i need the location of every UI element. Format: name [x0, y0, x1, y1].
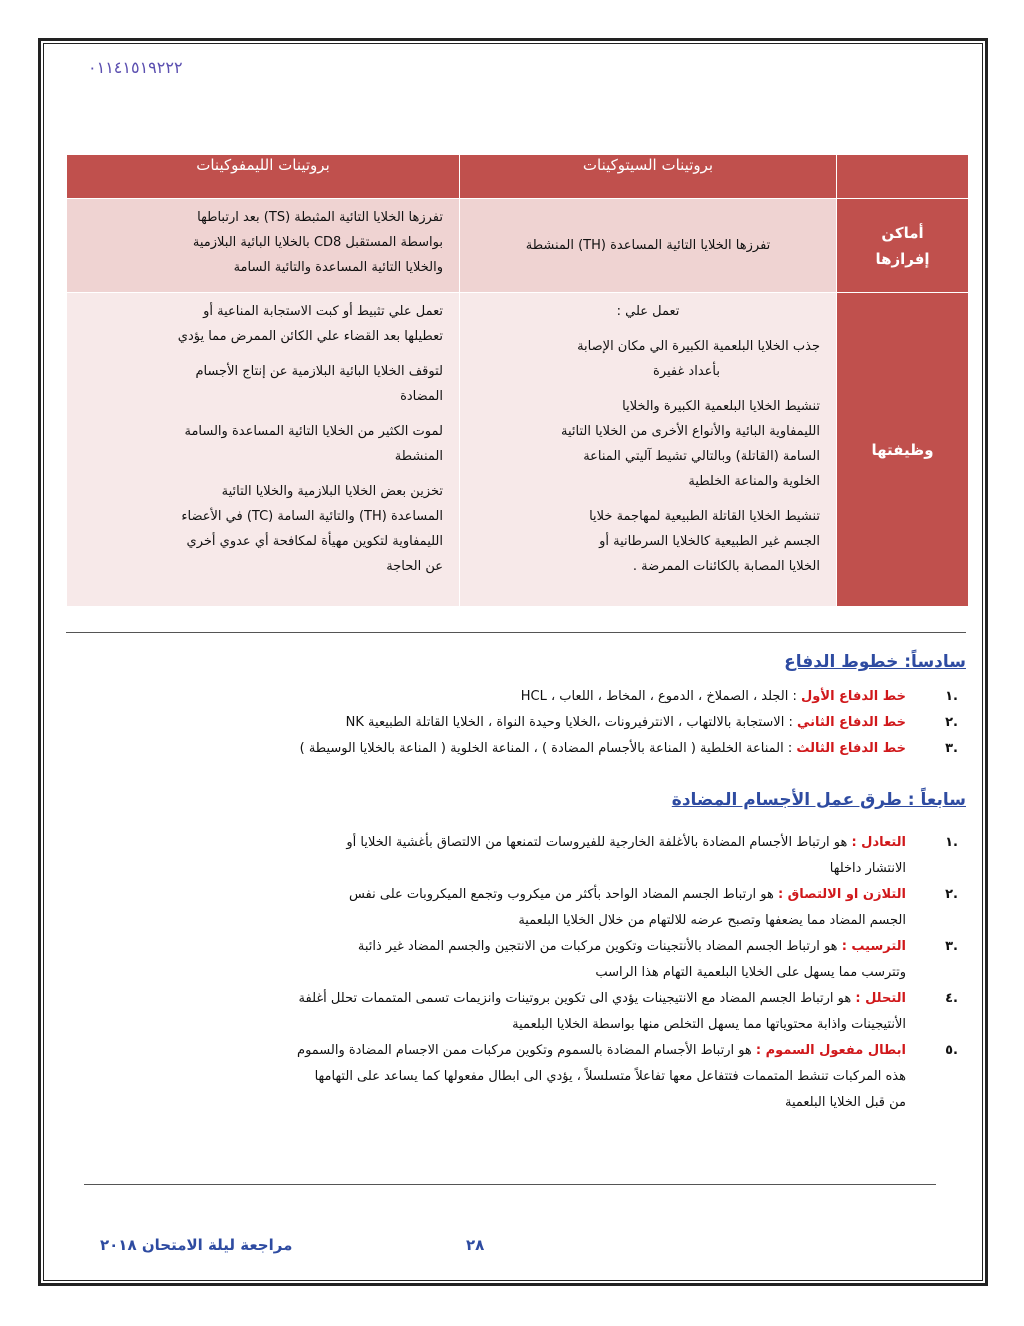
- item-label: التحلل :: [855, 991, 906, 1006]
- item-text: وتترسب مما يسهل على الخلايا البلعمية التهام هذا الراسب: [595, 965, 906, 980]
- cell-cyto-function: [460, 293, 837, 607]
- item-label: خط الدفاع الثاني: [796, 715, 906, 730]
- list-item: [66, 736, 966, 762]
- item-text: الجسم المضاد مما يضعفها وتصبح عرضه للالتهام من خلال الخلايا البلعمية: [518, 913, 906, 928]
- cell-text: والخلايا التائية المساعدة والتائية السامة: [233, 260, 443, 275]
- item-text: الانتشار داخلها: [829, 861, 906, 876]
- proteins-table: [66, 154, 969, 607]
- list-item: [66, 684, 966, 710]
- section-title: سابعاً : طرق عمل الأجسام المضادة: [671, 790, 966, 810]
- cell-text: بواسطة المستقبل CD8 بالخلايا البائية البلازمية: [192, 235, 443, 250]
- item-text: هو ارتباط الجسم المضاد بالأنتجينات وتكوين مركبات من الانتجين والجسم المضاد غير ذائبة: [357, 939, 842, 954]
- cell-text: الليمفاوية لتكوين مهيأة لمكافحة أي عدوي أخري: [186, 534, 443, 549]
- cell-text: لموت الكثير من الخلايا التائية المساعدة والسامة: [184, 424, 443, 439]
- cell-lympho-secretion: [67, 199, 460, 293]
- phone-number: ٠١١٤١٥١٩٢٢٢: [88, 58, 183, 77]
- row-label-line: إفرازها: [875, 249, 930, 268]
- cell-paragraph: [476, 334, 820, 384]
- table-row-secretion: [67, 199, 969, 293]
- cell-text: الخلوية والمناعة الخلطية: [688, 474, 820, 489]
- item-number: .٥: [945, 1043, 958, 1058]
- cell-text: تنشيط الخلايا البلعمية الكبيرة والخلايا: [622, 399, 820, 414]
- cell-text: جذب الخلايا البلعمية الكبيرة الي مكان الإصابة: [577, 339, 820, 354]
- item-label: التلازن او الالتصاق :: [777, 887, 906, 902]
- item-text: : الجلد ، الصملاخ ، الدموع ، المخاط ، اللعاب ، HCL: [520, 689, 802, 704]
- row-label-line: أماكن: [881, 223, 924, 242]
- item-text: من قبل الخلايا البلعمية: [784, 1095, 906, 1110]
- cell-text: المساعدة (TH) والتائية السامة (TC) في الأعضاء: [181, 509, 443, 524]
- list-item: [66, 830, 966, 882]
- item-label: الترسيب :: [841, 939, 906, 954]
- list-item: [66, 1038, 966, 1116]
- item-number: .١: [945, 835, 958, 850]
- cell-text: السامة (القاتلة) وبالتالي تشيط آليتي المناعة: [583, 449, 820, 464]
- cell-paragraph: [83, 359, 443, 409]
- item-label: ابطال مفعول السموم :: [755, 1043, 906, 1058]
- cell-text: الليمفاوية البائية والأنواع الأخرى من الخلايا التائية: [560, 424, 820, 439]
- table-header-row: [67, 155, 969, 199]
- cell-text: لتوقف الخلايا البائية البلازمية عن إنتاج الأجسام: [195, 364, 443, 379]
- cell-text: الخلايا المصابة بالكائنات الممرضة .: [632, 559, 820, 574]
- footer-title: مراجعة ليلة الامتحان ٢٠١٨: [100, 1236, 293, 1254]
- item-label: خط الدفاع الثالث: [796, 741, 906, 756]
- cell-text: عن الحاجة: [386, 559, 443, 574]
- row-label-secretion: [837, 199, 969, 293]
- divider: [66, 632, 966, 633]
- cell-paragraph: [476, 394, 820, 494]
- item-label: التعادل :: [851, 835, 906, 850]
- item-number: .٤: [945, 991, 958, 1006]
- item-text: هو ارتباط الجسم المضاد مع الانتيجينات يؤدي الى تكوين بروتينات وانزيمات تسمى المتممات تحلل أغلفة: [298, 991, 856, 1006]
- page-number: ٢٨: [466, 1236, 485, 1254]
- header-cytokines: بروتينات السيتوكينات: [460, 155, 837, 199]
- list-item: [66, 934, 966, 986]
- cell-paragraph: [476, 299, 820, 324]
- cell-text: تفرزها الخلايا التائية المثبطة (TS) بعد ارتباطها: [197, 210, 443, 225]
- cell-paragraph: [83, 419, 443, 469]
- section-defense-lines: [66, 652, 966, 762]
- item-text: هو ارتباط الأجسام المضادة بالسموم وتكوين مركبات ممن الاجسام المضادة والسموم: [297, 1043, 756, 1058]
- item-number: .٢: [945, 715, 958, 730]
- cell-lympho-function: [67, 293, 460, 607]
- cell-text: المضادة: [400, 389, 443, 404]
- section-title: سادساً: خطوط الدفاع: [784, 652, 966, 672]
- list-item: [66, 986, 966, 1038]
- item-text: هذه المركبات تنشط المتممات فتتفاعل معها تفاعلاً متسلسلاً ، يؤدي الى ابطال مفعولها كما يساعد على التهامها: [314, 1069, 906, 1084]
- cell-text: تفرزها الخلايا التائية المساعدة (TH) المنشطة: [525, 238, 771, 253]
- item-text: : الاستجابة بالالتهاب ، الانترفيرونات ،الخلايا وحيدة النواة ، الخلايا القاتلة الطبيعية NK: [345, 715, 797, 730]
- cell-text: الجسم غير الطبيعية كالخلايا السرطانية أو: [599, 534, 820, 549]
- item-text: الأنتيجينات واذابة محتوياتها مما يسهل التخلص منها بواسطة الخلايا البلعمية: [512, 1017, 906, 1032]
- defense-list: [66, 684, 966, 762]
- header-corner: [837, 155, 969, 199]
- divider: [84, 1184, 936, 1185]
- cell-text: بأعداد غفيرة: [653, 364, 720, 379]
- table-row-function: [67, 293, 969, 607]
- item-number: .٢: [945, 887, 958, 902]
- section-antibody-methods: [66, 790, 966, 1116]
- list-item: [66, 710, 966, 736]
- cell-text: تنشيط الخلايا القاتلة الطبيعية لمهاجمة خلايا: [589, 509, 820, 524]
- cell-text: تعمل علي :: [616, 304, 680, 319]
- item-number: .١: [945, 689, 958, 704]
- item-label: خط الدفاع الأول: [801, 689, 906, 704]
- cell-text: تعمل علي تثبيط أو كبت الاستجابة المناعية أو: [203, 304, 443, 319]
- item-text: هو ارتباط الأجسام المضادة بالأغلفة الخارجية للفيروسات لتمنعها من الالتصاق بأغشية الخلايا أو: [346, 835, 852, 850]
- cell-paragraph: [476, 504, 820, 579]
- cell-text: المنشطة: [394, 449, 443, 464]
- list-item: [66, 882, 966, 934]
- item-text: هو ارتباط الجسم المضاد الواحد بأكثر من ميكروب وتجمع الميكروبات على نفس: [348, 887, 778, 902]
- cell-paragraph: [83, 299, 443, 349]
- item-number: .٣: [945, 939, 958, 954]
- methods-list: [66, 830, 966, 1116]
- cell-text: تعطيلها بعد القضاء علي الكائن الممرض مما يؤدي: [177, 329, 443, 344]
- item-number: .٣: [945, 741, 958, 756]
- cell-cyto-secretion: [460, 199, 837, 293]
- row-label-function: وظيفتها: [837, 293, 969, 607]
- cell-text: تخزين بعض الخلايا البلازمية والخلايا التائية: [221, 484, 443, 499]
- item-text: : المناعة الخلطية ( المناعة بالأجسام المضادة ) ، المناعة الخلوية ( المناعة بالخلايا الوسيطة ): [299, 741, 797, 756]
- header-lymphokines: بروتينات الليمفوكينات: [67, 155, 460, 199]
- cell-paragraph: [83, 479, 443, 579]
